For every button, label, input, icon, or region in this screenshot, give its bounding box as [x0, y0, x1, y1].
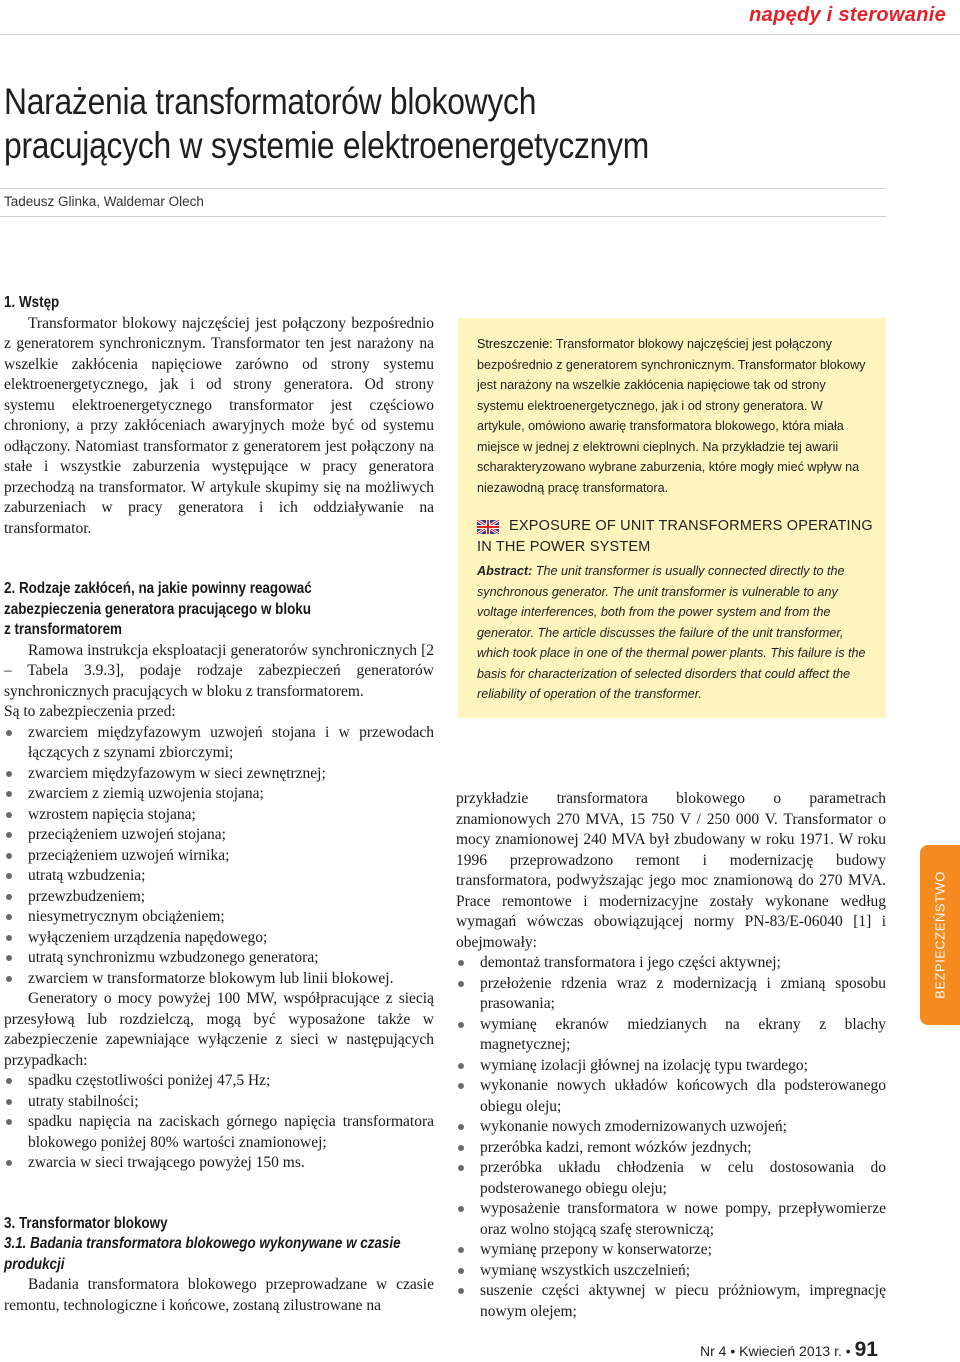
english-title-line: IN THE POWER SYSTEM	[477, 539, 651, 555]
summary-label: Streszczenie:	[477, 337, 553, 351]
right-column	[456, 789, 886, 1322]
abstract-label: Abstract:	[477, 564, 533, 578]
english-title-line: EXPOSURE OF UNIT TRANSFORMERS OPERATING	[509, 518, 873, 534]
divider	[0, 34, 960, 35]
paragraph: Badania transformatora blokowego przeprowadzane w czasie remontu, technologiczne i końcowe, zostaną zilustrowane na	[4, 1276, 434, 1314]
list-item: wzrostem napięcia stojana;	[4, 805, 434, 826]
list-item: wymianę przepony w konserwatorze;	[456, 1240, 886, 1261]
section-heading: 2. Rodzaje zakłóceń, na jakie powinny reagować	[4, 580, 312, 597]
abstract	[477, 561, 877, 705]
list-item: wymianę wszystkich uszczelnień;	[456, 1261, 886, 1282]
list-item: utratą wzbudzenia;	[4, 866, 434, 887]
page-number: 91	[854, 1338, 878, 1361]
paragraph: Generatory o mocy powyżej 100 MW, współpracujące z siecią przesyłową lub rozdzielczą, mogą być wyposażone także w zabezpieczenie zapewniające wyłączenie z sieci w następujących przypadkach:	[4, 990, 434, 1069]
list-item: wyposażenie transformatora w nowe pompy, przepływomierze oraz wolno stojącą szafę sterowniczą;	[456, 1199, 886, 1240]
list-item: spadku napięcia na zaciskach górnego napięcia transformatora blokowego poniżej 80% wartości znamionowej;	[4, 1112, 434, 1153]
paragraph: przykładzie transformatora blokowego o parametrach znamionowych 270 MVA, 15 750 V / 250 000 V. Transformator o mocy znamionowej 240 MVA był zbudowany w roku 1971. W roku 1996 przeprowadzono remont i modernizację budowy transformatora, podwyższając jego moc znamionową do 270 MVA. Prace remontowe i modernizacyjne zostały wykonane według wymagań wówczas obowiązującej normy PN-83/E-06040 [1] i obejmowały:	[456, 790, 886, 951]
list-item: demontaż transformatora i jego części aktywnej;	[456, 953, 886, 974]
bullet-separator: •	[845, 1343, 851, 1359]
list-item: przewzbudzeniem;	[4, 887, 434, 908]
section-heading: 1. Wstęp	[4, 294, 60, 311]
list-item: przeróbka kadzi, remont wózków jezdnych;	[456, 1138, 886, 1159]
modernization-list	[456, 953, 886, 1322]
title-line: pracujących w systemie elektroenergetycznym	[4, 125, 650, 166]
list-item: przeciążeniem uzwojeń stojana;	[4, 825, 434, 846]
list-item: przeciążeniem uzwojeń wirnika;	[4, 846, 434, 867]
paragraph: Ramowa instrukcja eksploatacji generatorów synchronicznych [2 – Tabela 3.9.3], podaje rodzaje zabezpieczeń generatorów synchronicznych pracujących w bloku z transformatorem.	[4, 641, 434, 700]
divider	[0, 188, 886, 189]
list-item: przełożenie rdzenia wraz z modernizacją i zmianą sposobu prasowania;	[456, 974, 886, 1015]
issue-number: Nr 4	[700, 1343, 727, 1359]
list-item: zwarcia w sieci trwającego powyżej 150 ms.	[4, 1153, 434, 1174]
left-column	[4, 293, 434, 1316]
bullet-separator: •	[730, 1343, 736, 1359]
divider	[0, 216, 886, 217]
list-item: niesymetrycznym obciążeniem;	[4, 907, 434, 928]
list-item: wyłączeniem urządzenia napędowego;	[4, 928, 434, 949]
paragraph: Transformator blokowy najczęściej jest połączony bezpośrednio z generatorem synchronicznym. Transformator ten jest narażony na wszelkie zakłócenia napięciowe zarówno od strony systemu elektroenergetycznego, jak i od strony generatora. Od strony systemu elektroenergetycznego transformator jest częściowo chroniony, a przy zakłóceniach awaryjnych może być od systemu odłączony. Natomiast transformator z generatorem jest połączony na stałe i wszystkie zaburzenia występujące w pracy generatora przechodzą na transformator. W artykule skupimy się na możliwych zaburzeniach w pracy generatora i ich oddziaływanie na transformator.	[4, 314, 434, 537]
list-item: wykonanie nowych zmodernizowanych uzwojeń;	[456, 1117, 886, 1138]
list-item: zwarciem z ziemią uzwojenia stojana;	[4, 784, 434, 805]
list-item: zwarciem międzyfazowym uzwojeń stojana i w przewodach łączących z szynami zbiorczymi;	[4, 723, 434, 764]
list-item: utratą synchronizmu wzbudzonego generatora;	[4, 948, 434, 969]
issue-date: Kwiecień 2013 r.	[739, 1343, 842, 1359]
subsection-heading: 3.1. Badania transformatora blokowego wykonywane w czasie	[4, 1235, 401, 1252]
list-item: przeróbka układu chłodzenia w celu dostosowania do podsterowanego obiegu oleju;	[456, 1158, 886, 1199]
page-footer	[700, 1338, 890, 1362]
summary	[477, 334, 873, 498]
side-tab-label: BEZPIECZEŃSTWO	[932, 871, 948, 999]
list-item: zwarciem międzyfazowym w sieci zewnętrznej;	[4, 764, 434, 785]
subsection-heading: produkcji	[4, 1255, 65, 1273]
summary-text: Transformator blokowy najczęściej jest połączony bezpośrednio z generatorem synchronicznym. Transformator blokowy jest narażony na wszelkie zakłócenia napięciowe tak od strony systemu elektroenergetycznego, jak i od strony generatora. W artykule, omówiono awarię transformatora blokowego, która miała miejsce w jednej z elektrowni cieplnych. Na przykładzie tej awarii scharakteryzowano wybrane zaburzenia, które mogły mieć wpływ na niezawodną pracę transformatora.	[477, 337, 866, 495]
list-item: wykonanie nowych układów końcowych dla podsterowanego obiegu oleju;	[456, 1076, 886, 1117]
protection-list	[4, 723, 434, 990]
english-title	[477, 516, 897, 558]
list-item: zwarciem w transformatorze blokowym lub linii blokowej.	[4, 969, 434, 990]
list-item: utraty stabilności;	[4, 1092, 434, 1113]
section-label: napędy i sterowanie	[749, 4, 946, 26]
disconnect-list	[4, 1071, 434, 1174]
section-heading: zabezpieczenia generatora pracującego w bloku	[4, 600, 311, 618]
list-item: suszenie części aktywnej w piecu próżniowym, impregnację nowym olejem;	[456, 1281, 886, 1322]
list-item: spadku częstotliwości poniżej 47,5 Hz;	[4, 1071, 434, 1092]
section-heading: 3. Transformator blokowy	[4, 1214, 168, 1232]
page-title	[4, 80, 778, 168]
list-item: wymianę izolacji głównej na izolację typu twardego;	[456, 1056, 886, 1077]
section-heading: z transformatorem	[4, 621, 123, 638]
abstract-text: The unit transformer is usually connected directly to the synchronous generator. The unit transformer is vulnerable to any voltage interferences, both from the power system and from the generator. The article discusses the failure of the unit transformer, which took place in one of the thermal power plants. This failure is the basis for characterization of selected disorders that could affect the reliability of operation of the transformer.	[477, 564, 866, 701]
list-item: wymianę ekranów miedzianych na ekrany z blachy magnetycznej;	[456, 1015, 886, 1056]
title-line: Narażenia transformatorów blokowych	[4, 81, 537, 122]
paragraph: Są to zabezpieczenia przed:	[4, 703, 176, 720]
authors: Tadeusz Glinka, Waldemar Olech	[4, 194, 204, 209]
